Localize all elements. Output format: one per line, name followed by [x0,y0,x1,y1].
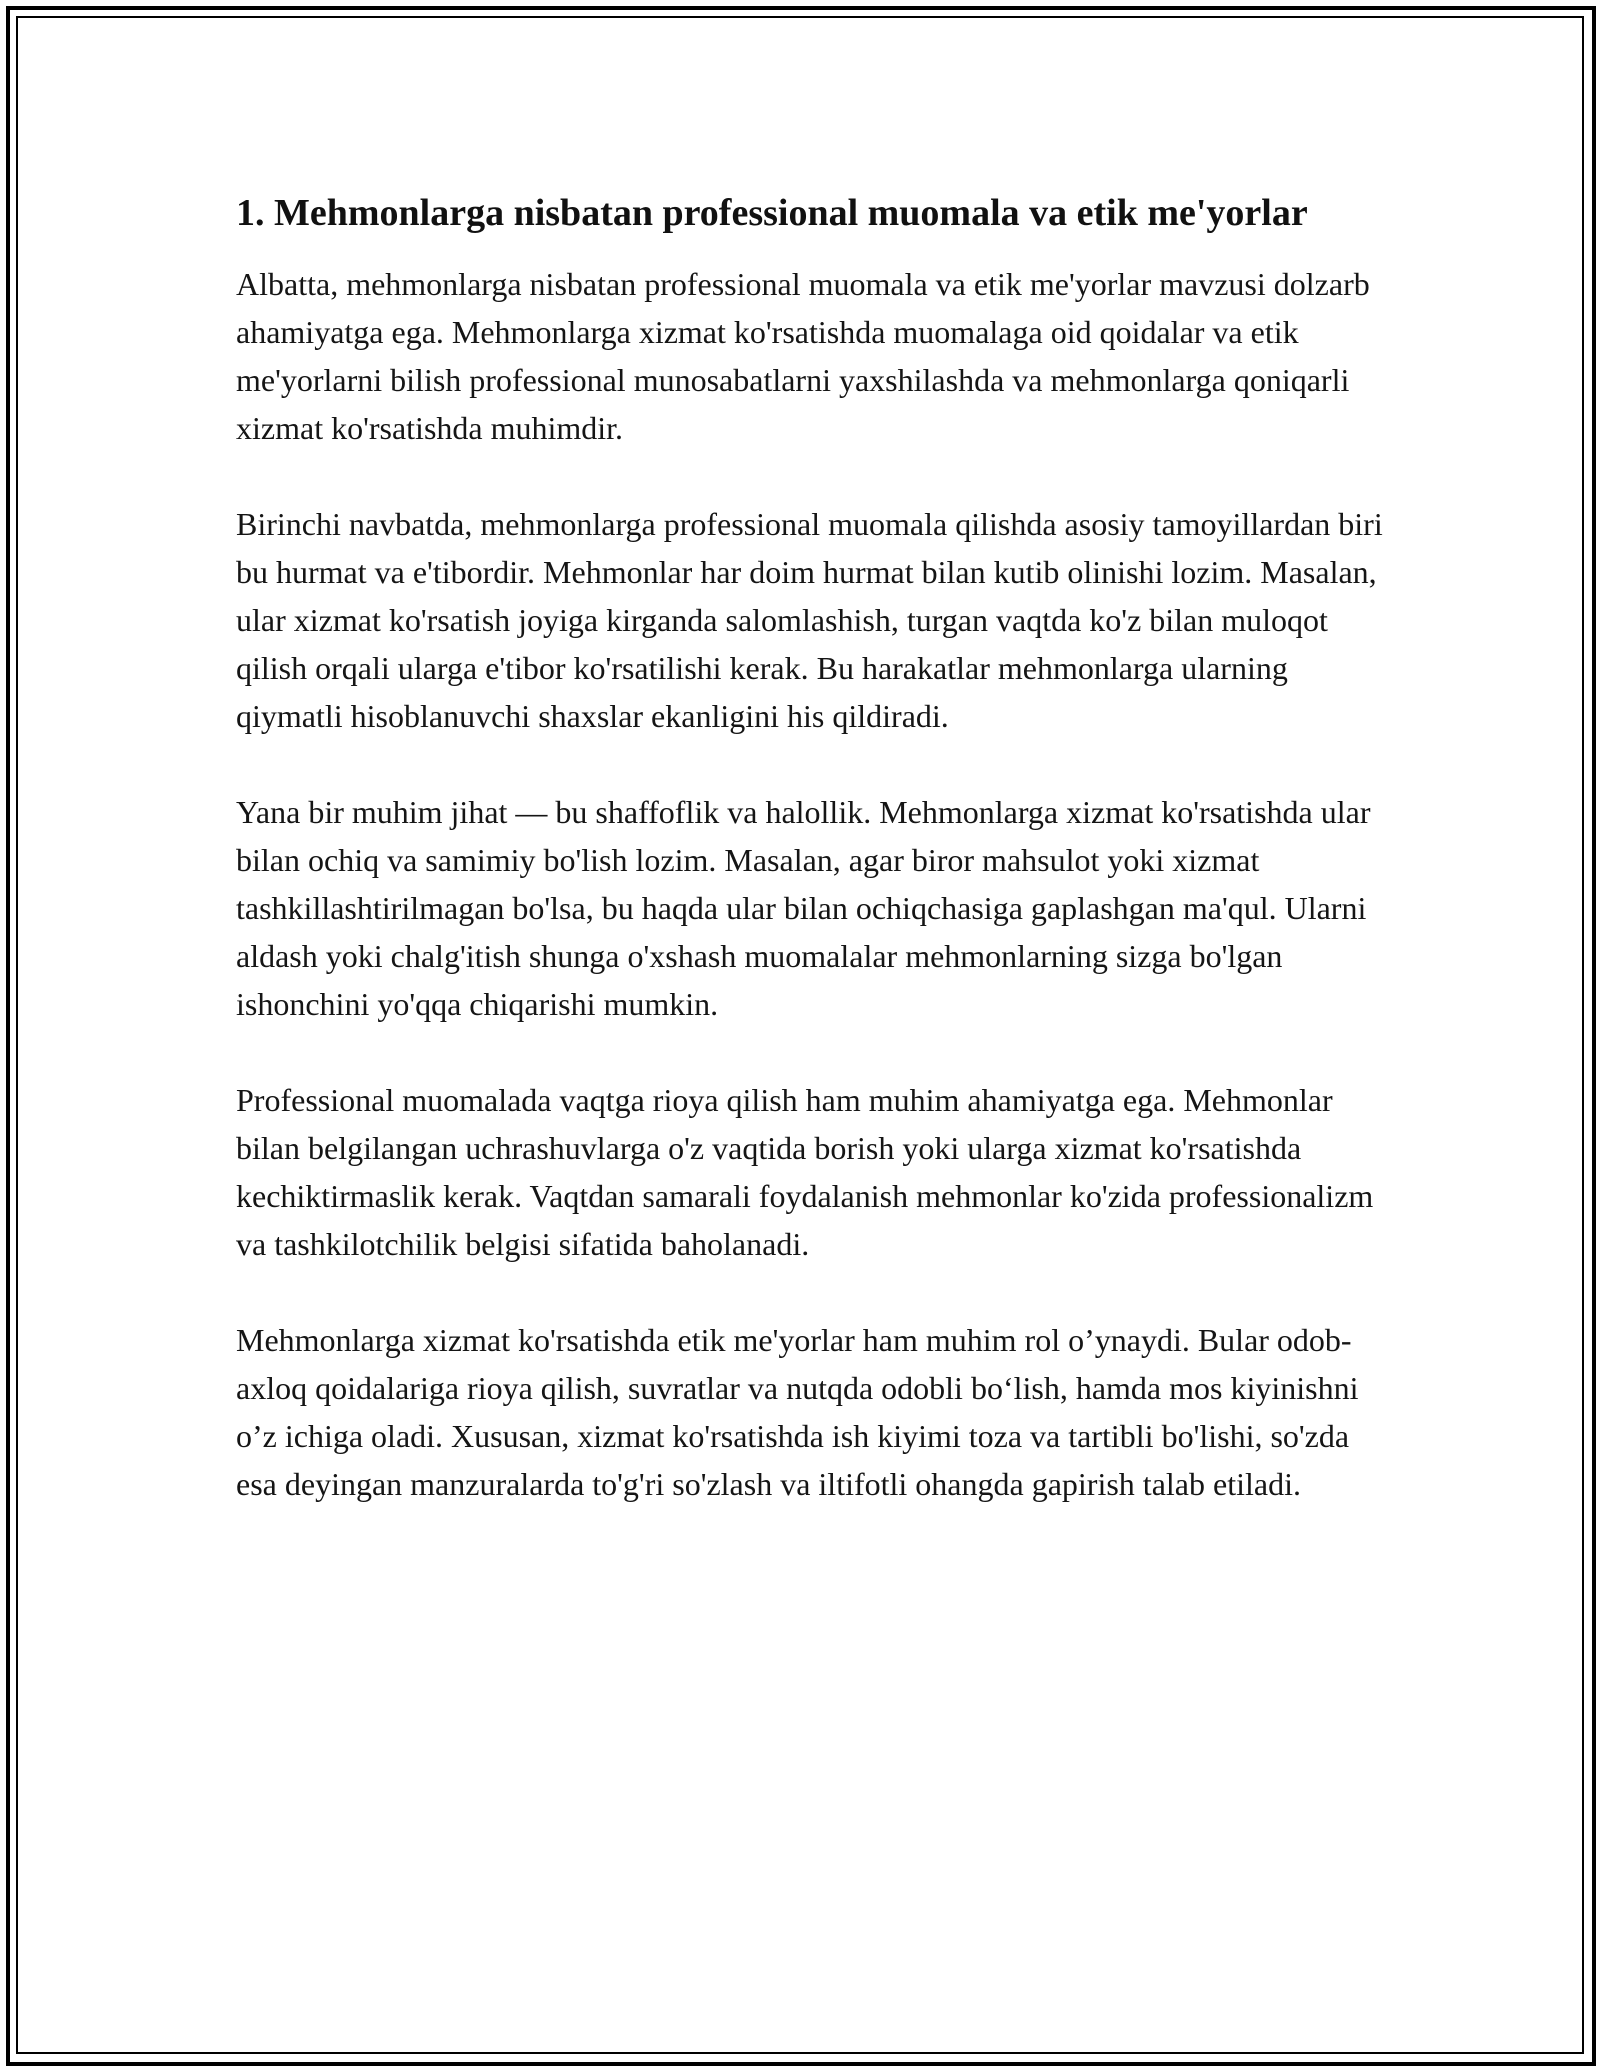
paragraph-4: Professional muomalada vaqtga rioya qilish ham muhim ahamiyatga ega. Mehmonlar bilan belgilangan uchrashuvlarga o'z vaqtida borish yoki ularga xizmat ko'rsatishda kechiktirmaslik kerak. Vaqtdan samarali foydalanish mehmonlar ko'zida professionalizm va tashkilotchilik belgisi sifatida baholanadi. [236,1082,1374,1262]
paragraph-5: Mehmonlarga xizmat ko'rsatishda etik me'yorlar ham muhim rol o’ynaydi. Bular odob-axloq qoidalariga rioya qilish, suvratlar va nutqda odobli bo‘lish, hamda mos kiyinishni o’z ichiga oladi. Xususan, xizmat ko'rsatishda ish kiyimi toza va tartibli bo'lishi, so'zda esa deyingan manzuralarda to'g'ri so'zlash va iltifotli ohangda gapirish talab etiladi. [236,1322,1359,1502]
paragraph-1: Albatta, mehmonlarga nisbatan professional muomala va etik me'yorlar mavzusi dolzarb ahamiyatga ega. Mehmonlarga xizmat ko'rsatishda muomalaga oid qoidalar va etik me'yorlarni bilish professional munosabatlarni yaxshilashda va mehmonlarga qoniqarli xizmat ko'rsatishda muhimdir. [236,266,1370,446]
document-body [236,186,1386,1508]
page-title: 1. Mehmonlarga nisbatan professional muomala va etik me'yorlar [236,192,1308,234]
paragraph-3: Yana bir muhim jihat — bu shaffoflik va halollik. Mehmonlarga xizmat ko'rsatishda ular bilan ochiq va samimiy bo'lish lozim. Masalan, agar biror mahsulot yoki xizmat tashkillashtirilmagan bo'lsa, bu haqda ular bilan ochiqchasiga gaplashgan ma'qul. Ularni aldash yoki chalg'itish shunga o'xshash muomalalar mehmonlarning sizga bo'lgan ishonchini yo'qqa chiqarishi mumkin. [236,794,1371,1022]
paragraph-2: Birinchi navbatda, mehmonlarga professional muomala qilishda asosiy tamoyillardan biri bu hurmat va e'tibordir. Mehmonlar har doim hurmat bilan kutib olinishi lozim. Masalan, ular xizmat ko'rsatish joyiga kirganda salomlashish, turgan vaqtda ko'z bilan muloqot qilish orqali ularga e'tibor ko'rsatilishi kerak. Bu harakatlar mehmonlarga ularning qiymatli hisoblanuvchi shaxslar ekanligini his qildiradi. [236,506,1383,734]
